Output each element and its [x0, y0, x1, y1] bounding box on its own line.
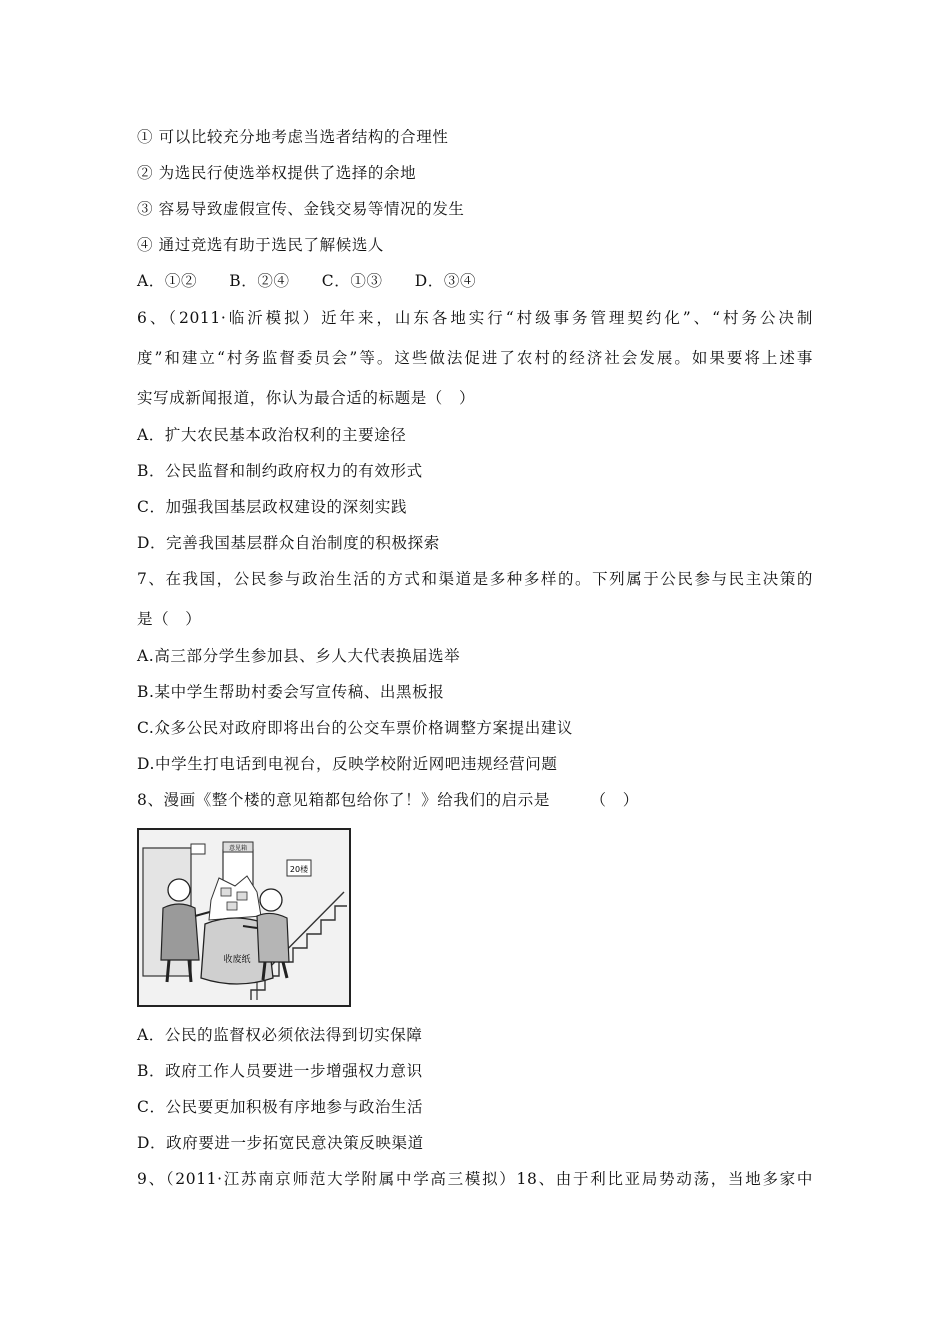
- q8-stem: 8、漫画《整个楼的意见箱都包给你了！》给我们的启示是 （ ）: [137, 791, 639, 809]
- q6-option-c: C．加强我国基层政权建设的深刻实践: [137, 498, 408, 516]
- option-3: ③ 容易导致虚假宣传、金钱交易等情况的发生: [137, 200, 465, 218]
- q7-stem-line-2: 是（ ）: [137, 610, 202, 628]
- q6-option-a: A．扩大农民基本政治权利的主要途径: [137, 426, 407, 444]
- q8-option-a: A．公民的监督权必须依法得到切实保障: [137, 1026, 423, 1044]
- box-label-text: 意见箱: [228, 845, 248, 852]
- option-4: ④ 通过竞选有助于选民了解候选人: [137, 236, 385, 254]
- q6-option-d: D．完善我国基层群众自治制度的积极探索: [137, 534, 440, 552]
- q8-option-c: C．公民要更加积极有序地参与政治生活: [137, 1098, 424, 1116]
- q6-stem-line-1: 6、（2011·临沂模拟）近年来，山东各地实行“村级事务管理契约化”、“村务公决制: [137, 309, 813, 327]
- q6-stem-line-3: 实写成新闻报道，你认为最合适的标题是（ ）: [137, 389, 476, 407]
- q8-option-b: B．政府工作人员要进一步增强权力意识: [137, 1062, 423, 1080]
- q8-option-d: D．政府要进一步拓宽民意决策反映渠道: [137, 1134, 424, 1152]
- bag-label-text: 收废纸: [223, 955, 251, 965]
- option-2: ② 为选民行使选举权提供了选择的余地: [137, 164, 417, 182]
- q7-option-c: C.众多公民对政府即将出台的公交车票价格调整方案提出建议: [137, 719, 574, 737]
- cartoon-image: [137, 828, 351, 1007]
- q6-option-b: B．公民监督和制约政府权力的有效形式: [137, 462, 423, 480]
- q5-answers: A．①② B．②④ C．①③ D．③④: [137, 272, 477, 290]
- q7-option-b: B.某中学生帮助村委会写宣传稿、出黑板报: [137, 683, 445, 701]
- floor-sign-text: 20楼: [289, 865, 309, 874]
- q6-stem-line-2: 度”和建立“村务监督委员会”等。这些做法促进了农村的经济社会发展。如果要将上述事: [137, 349, 813, 367]
- cartoon-drawing: [139, 830, 349, 1005]
- q7-stem-line-1: 7、在我国，公民参与政治生活的方式和渠道是多种多样的。下列属于公民参与民主决策的: [137, 570, 813, 588]
- q7-option-d: D.中学生打电话到电视台，反映学校附近网吧违规经营问题: [137, 755, 558, 773]
- q7-option-a: A.高三部分学生参加县、乡人大代表换届选举: [137, 647, 461, 665]
- option-1: ① 可以比较充分地考虑当选者结构的合理性: [137, 128, 449, 146]
- q9-stem-line-1: 9、（2011·江苏南京师范大学附属中学高三模拟）18、由于利比亚局势动荡，当地多家中: [137, 1170, 813, 1188]
